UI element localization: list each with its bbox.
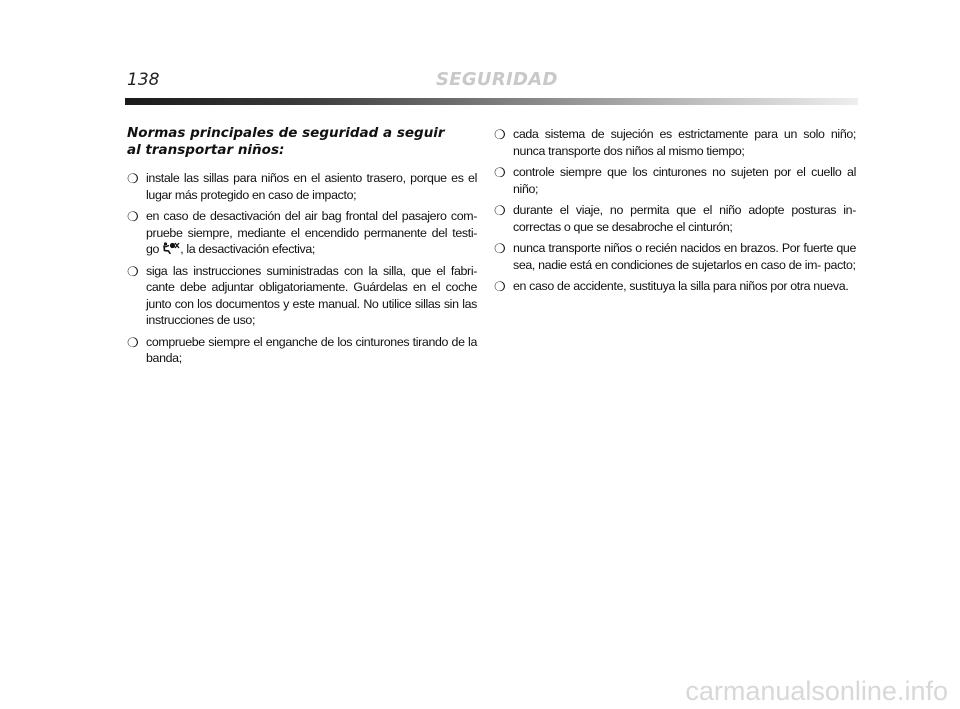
list-item-text: en caso de desactivación del air bag frontal del pasajero com- pruebe siempre, mediante el encendido permanente del testi- go — [146, 209, 477, 256]
list-item — [494, 240, 856, 273]
section-title: SEGURIDAD — [436, 69, 558, 90]
bullet-icon: ❍ — [494, 203, 506, 218]
list-item — [127, 170, 477, 203]
left-bullet-list — [127, 170, 477, 367]
list-item — [127, 334, 477, 367]
list-item — [127, 263, 477, 329]
airbag-off-icon — [162, 242, 180, 254]
page-number: 138 — [127, 70, 160, 90]
list-item-text: cada sistema de sujeción es estrictamente para un solo niño; nunca transporte dos niños al mismo tiempo; — [513, 127, 856, 158]
header-rule — [125, 98, 858, 105]
bullet-icon: ❍ — [494, 165, 506, 180]
list-item-text: durante el viaje, no permita que el niño adopte posturas in- correctas o que se desabroche el cinturón; — [513, 203, 856, 234]
bullet-icon: ❍ — [127, 334, 139, 350]
right-column — [494, 126, 856, 300]
section-heading — [127, 125, 477, 159]
list-item — [494, 126, 856, 159]
list-item — [494, 202, 856, 235]
list-item-text: nunca transporte niños o recién nacidos en brazos. Por fuerte que sea, nadie está en condiciones de sujetarlos en caso de im- pacto; — [513, 241, 856, 272]
list-item — [127, 208, 477, 258]
heading-line-1: Normas principales de seguridad a seguir — [127, 125, 445, 141]
list-item-text: en caso de accidente, sustituya la silla para niños por otra nueva. — [513, 279, 849, 293]
bullet-icon: ❍ — [127, 209, 139, 224]
right-bullet-list — [494, 126, 856, 295]
list-item-text: controle siempre que los cinturones no sujeten por el cuello al niño; — [513, 165, 856, 196]
left-column — [127, 125, 477, 372]
heading-line-2: al transportar niños: — [127, 142, 285, 158]
list-item-text: instale las sillas para niños en el asiento trasero, porque es el lugar más protegido en caso de impacto; — [146, 171, 477, 202]
list-item-text: siga las instrucciones suministradas con la silla, que el fabri- cante debe adjuntar obligatoriamente. Guárdelas en el coche junto con los documentos y este manual. No utilice sillas sin las instrucciones de uso; — [146, 263, 477, 327]
bullet-icon: ❍ — [127, 171, 139, 186]
list-item — [494, 278, 856, 295]
bullet-icon: ❍ — [494, 127, 506, 142]
list-item-text: compruebe siempre el enganche de los cinturones tirando de la banda; — [146, 334, 477, 365]
bullet-icon: ❍ — [494, 241, 506, 256]
list-item-text-after: , la desactivación efectiva; — [180, 242, 316, 256]
list-item — [494, 164, 856, 197]
bullet-icon: ❍ — [494, 279, 506, 294]
bullet-icon: ❍ — [127, 263, 139, 279]
watermark-text: carmanualsonline.info — [685, 676, 948, 706]
